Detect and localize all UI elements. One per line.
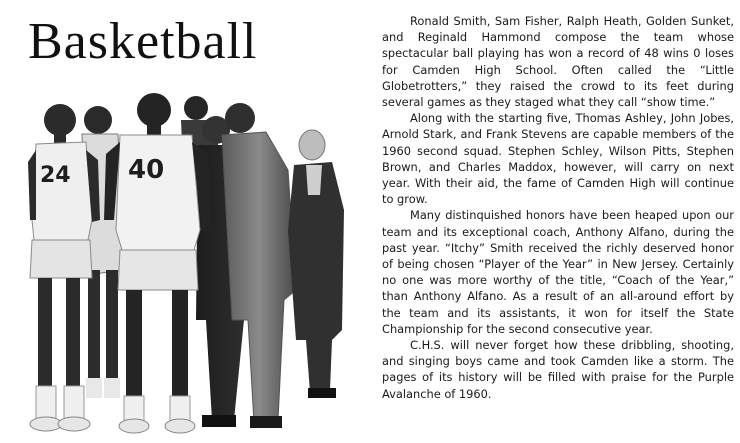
- article-paragraph: Along with the starting five, Thomas Ashley, John Jobes, Arnold Stark, and Frank Stevens are capable members of the 1960 second squad. Stephen Schley, Wilson Pitts, Stephen Brown, and Charles Maddox, however, will carry on next year. With their aid, the fame of Camden High will continue to grow.: [382, 111, 734, 207]
- team-huddle-illustration: [26, 90, 368, 440]
- article-paragraph: Ronald Smith, Sam Fisher, Ralph Heath, Golden Sunket, and Reginald Hammond compose the team whose spectacular ball playing has won a record of 48 wins 0 loses for Camden High School. Often called the “Little Globetrotters,” they raised the crowd to its feet during several games as they staged what they call “show time.”: [382, 14, 734, 110]
- article-body: [382, 13, 734, 402]
- page-title: Basketball: [28, 13, 258, 70]
- jersey-40-number: 40: [128, 155, 165, 185]
- team-huddle-photo: [26, 90, 368, 440]
- jersey-24-number: 24: [40, 163, 71, 188]
- article-paragraph: Many distinquished honors have been heaped upon our team and its exceptional coach, Anthony Alfano, during the past year. “Itchy” Smith received the richly deserved honor of being chosen “Player of the Year” in New Jersey. Certainly no one was more worthy of the title, “Coach of the Year,” than Anthony Alfano. As a result of an all-around effort by the team and its assistants, it won for itself the State Championship for the second consecutive year.: [382, 208, 734, 336]
- coach-figure: [288, 130, 344, 398]
- article-paragraph: C.H.S. will never forget how these dribbling, shooting, and singing boys came and took Camden like a storm. The pages of its history will be filled with praise for the Purple Avalanche of 1960.: [382, 338, 734, 401]
